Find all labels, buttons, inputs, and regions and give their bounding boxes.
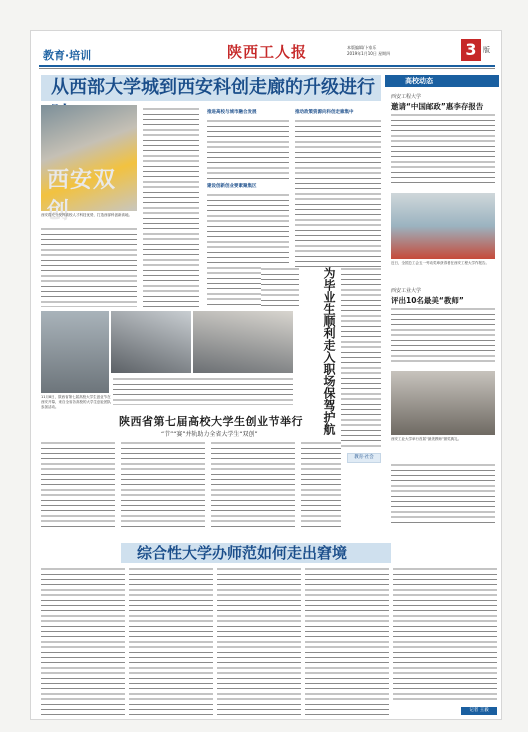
lead-subhead-1: 推进高校与城市融合发展 — [207, 110, 257, 115]
column-badge: 教育·社会 — [347, 453, 381, 463]
sidebar-item2-text — [391, 307, 495, 363]
event-photo-caption: 11月8日，陕西省第七届高校大学生创业节在西安开幕，来自全省各高校的大学生创业团队参加活动。 — [41, 395, 111, 409]
lead-headline: 从西部大学城到西安科创走廊的升级进行 — [41, 75, 381, 101]
column-text-bottom — [301, 441, 341, 531]
sidebar-item1-title: 邀请“中国邮政”惠李存报告 — [391, 102, 484, 111]
masthead — [31, 31, 502, 69]
bottom-end-box: 记者 王毅 — [461, 707, 497, 715]
event-text-col2 — [121, 441, 205, 531]
event-caption-lines — [113, 377, 293, 405]
lead-subhead-2: 建设创新创业要素聚集区 — [207, 184, 257, 189]
section-label: 教育·培训 — [43, 49, 92, 62]
sidebar-item1-caption: 近日，全国总工会五一劳动奖章获得者在西安工程大学作报告。 — [391, 261, 489, 265]
column-text-right — [341, 267, 381, 449]
bottom-headline: 综合性大学办师范如何走出窘境 — [121, 543, 391, 563]
lead-text-col3a — [207, 119, 289, 179]
masthead-rule — [39, 65, 495, 67]
masthead-info — [347, 45, 390, 57]
newspaper-page — [30, 30, 502, 720]
lead-photo-text: 西安双创 — [47, 167, 117, 224]
lead-text-col2 — [143, 107, 199, 307]
event-headline: 陕西省第七届高校大学生创业节举行 — [119, 415, 303, 428]
sidebar-header: 高校动态 — [385, 75, 499, 87]
event-photo-right — [193, 311, 293, 373]
bottom-text-col3 — [217, 567, 301, 715]
lead-text-col1 — [41, 227, 137, 307]
page-suffix: 版 — [483, 46, 490, 54]
sidebar-item2-label: 西安工业大学 — [391, 288, 422, 294]
sidebar-item2-photo — [391, 371, 495, 435]
sidebar-item2-title: 评出10名最美“教师” — [391, 296, 464, 305]
event-text-col1 — [41, 441, 115, 531]
column-headline: 为毕业生顺利走入职场保驾护航 — [322, 267, 336, 435]
column-text-top — [261, 267, 299, 307]
page-number: 3 — [461, 39, 481, 61]
lead-photo-caption: 西安将充分发挥高校人才科技优势，打造西部科创新高地。 — [41, 213, 132, 217]
newspaper-logo: 陕西工人报 — [227, 43, 308, 61]
masthead-rule-thin — [39, 68, 495, 69]
editor-line: 本版编辑/卜家乐 — [347, 45, 377, 50]
sidebar-item1-photo — [391, 193, 495, 259]
sidebar-item3-text — [391, 463, 495, 523]
bottom-text-col4 — [305, 567, 389, 715]
event-subheadline: “节”“赛”并轨助力全省大学生“双创” — [161, 431, 258, 438]
bottom-text-col1 — [41, 567, 125, 715]
sidebar-item1-text — [391, 113, 495, 187]
event-photo-middle — [111, 311, 191, 373]
sidebar-item1-label: 西安工程大学 — [391, 94, 422, 100]
lead-subhead-3: 推动政策资源向科创走廊集中 — [295, 110, 354, 115]
bottom-text-col2 — [129, 567, 213, 715]
sidebar-item2-caption: 西安工业大学举行首届“最美教师”颁奖典礼。 — [391, 437, 462, 441]
date-line: 2019年1月10日 星期四 — [347, 51, 391, 56]
lead-text-col4 — [295, 119, 381, 267]
event-photo-left — [41, 311, 109, 393]
event-text-col3 — [211, 441, 295, 531]
bottom-text-col5 — [393, 567, 497, 703]
